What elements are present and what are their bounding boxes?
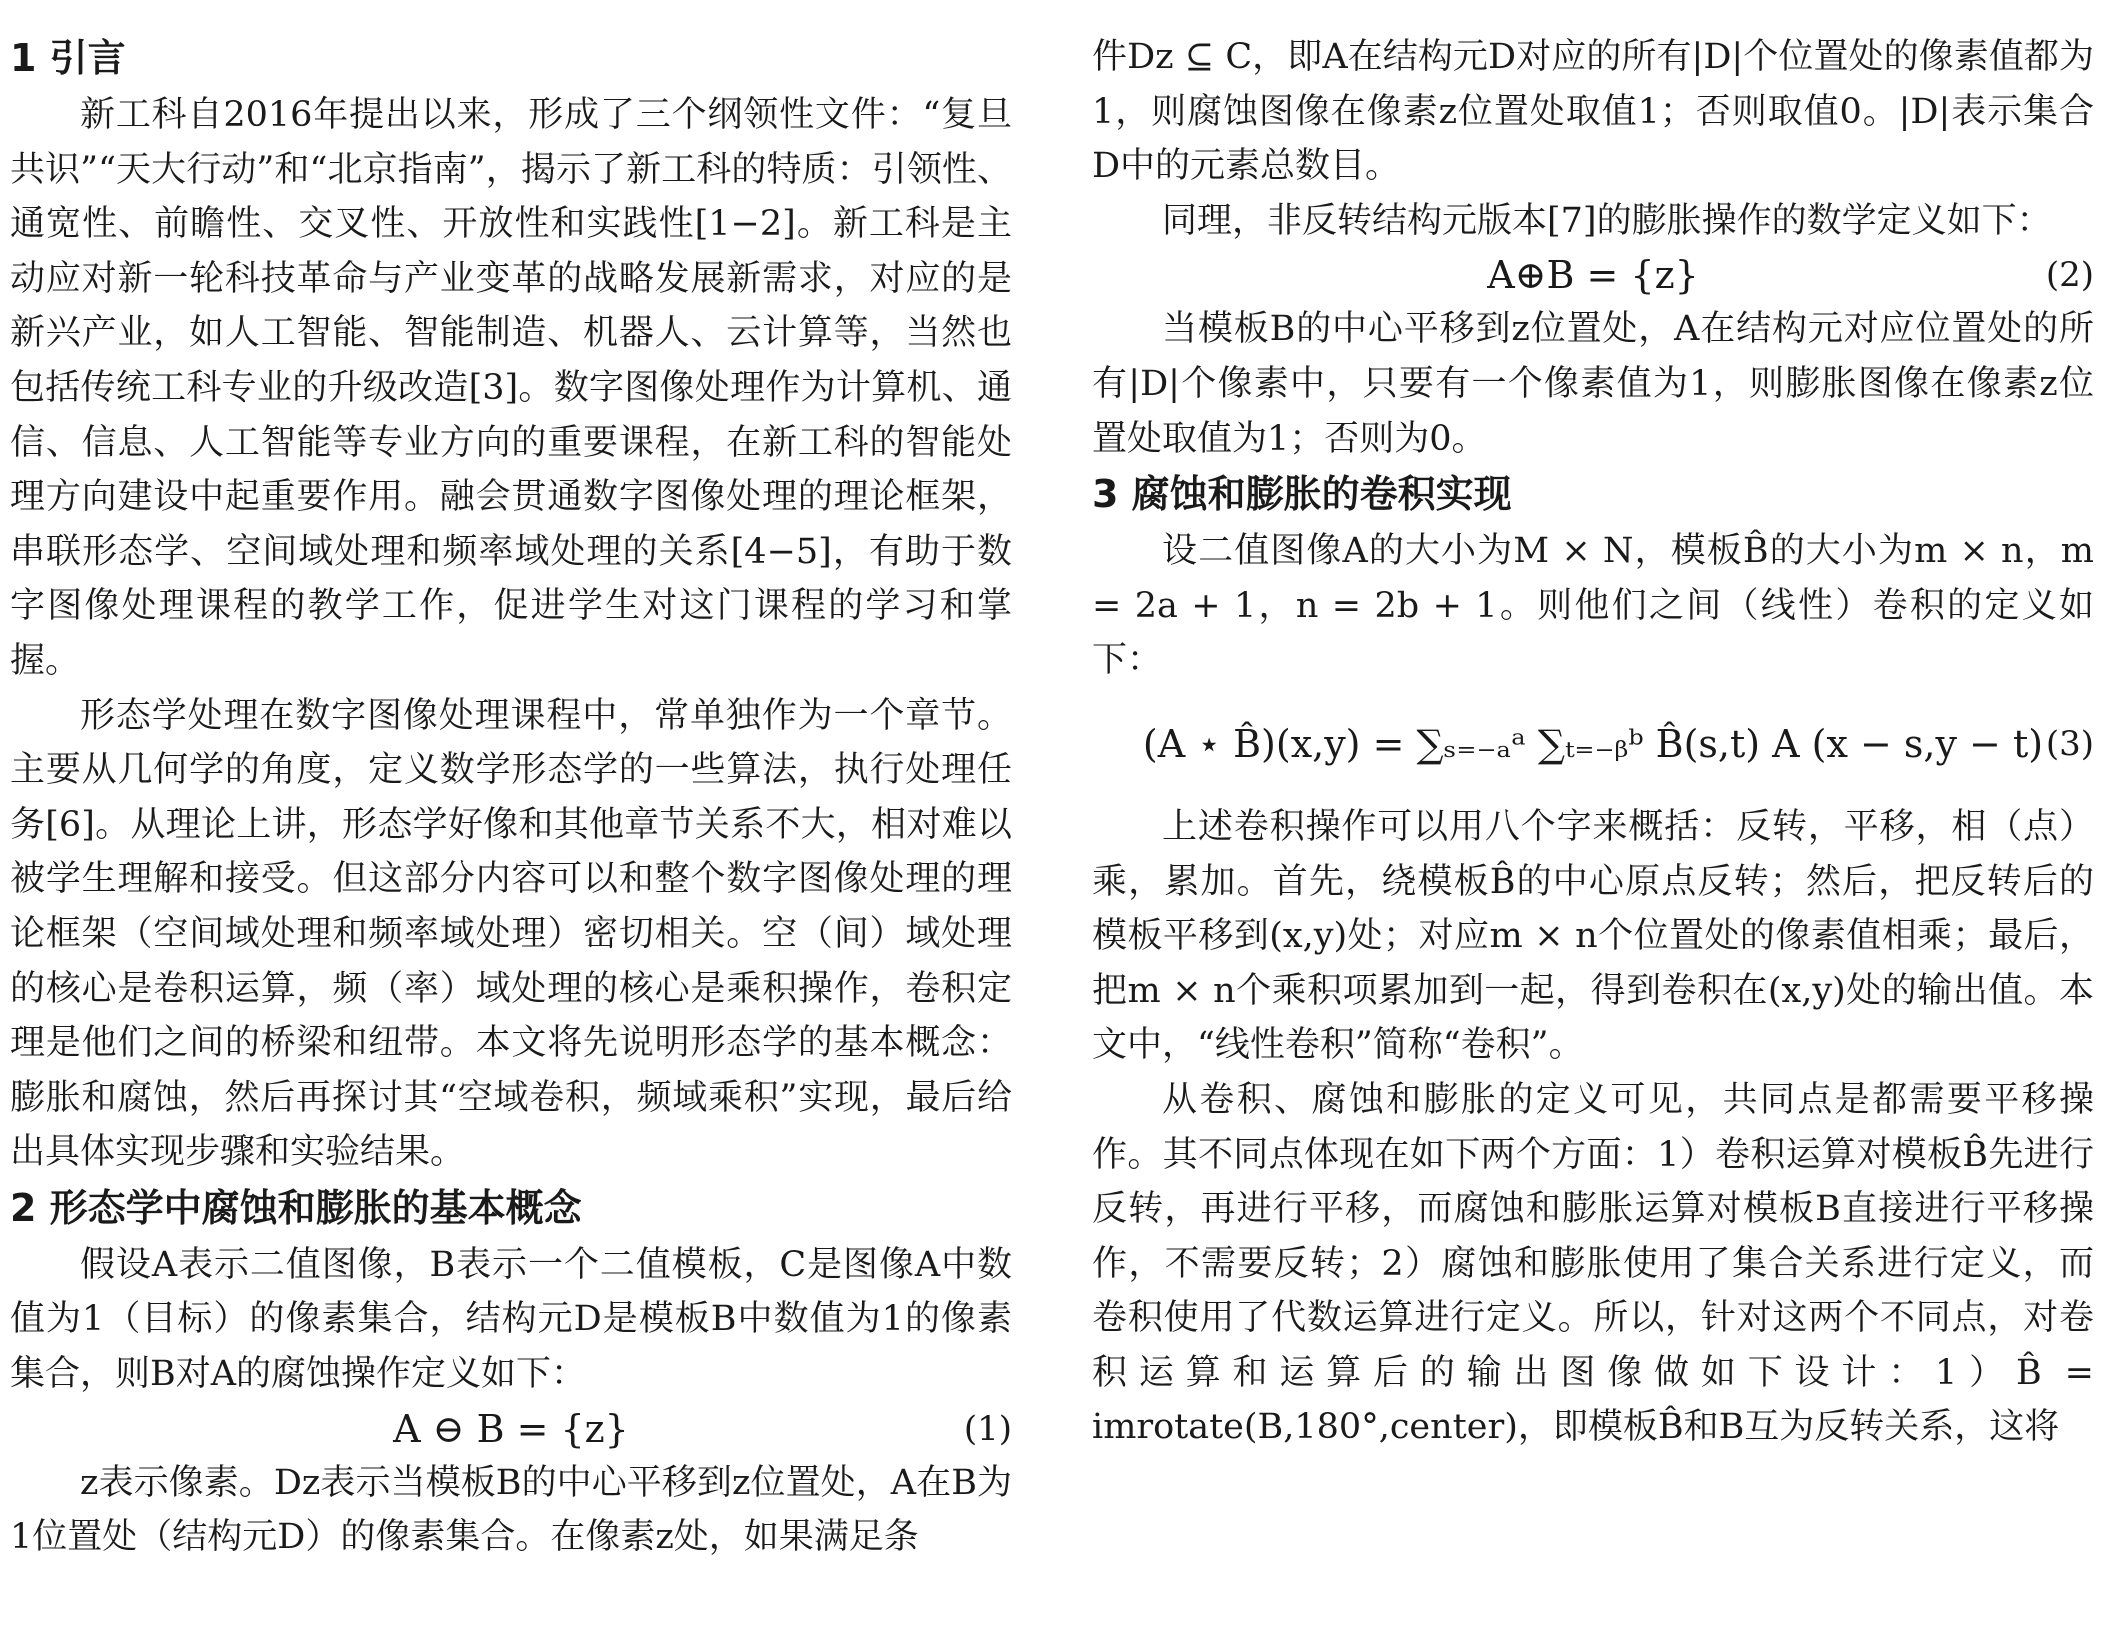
morphology-paragraph-2: z表示像素。Dz表示当模板B的中心平移到z位置处，A在B为1位置处（结构元D）的像素集合。在像素z处，如果满足条 [10,1462,1012,1558]
equation-erosion [10,1402,1012,1456]
right-column [1092,30,2094,1455]
equation-convolution [1092,688,2094,800]
dilation-paragraph: 当模板B的中心平移到z位置处，A在结构元对应位置处的所有|D|个像素中，只要有一个像素值为1，则膨胀图像在像素z位置处取值为1；否则为0。 [1092,309,2094,459]
section-heading-convolution-implementation: 3 腐蚀和膨胀的卷积实现 [1092,472,1512,517]
equation-dilation-body: A⊕B = {z} [1487,253,1699,298]
equation-dilation [1092,248,2094,302]
equation-convolution-number: (3) [2045,723,2094,764]
morphology-paragraph-1: 假设A表示二值图像，B表示一个二值模板，C是图像A中数值为1（目标）的像素集合，结构元D是模板B中数值为1的像素集合，则B对A的腐蚀操作定义如下： [10,1244,1012,1395]
left-column [10,30,1012,1565]
equation-erosion-body: A ⊖ B = {z} [393,1406,629,1451]
section-heading-morphology-basics: 2 形态学中腐蚀和膨胀的基本概念 [10,1185,582,1230]
equation-erosion-number: (1) [963,1408,1012,1449]
equation-convolution-body: (A ⋆ B̂)(x,y) = ∑ₛ₌₋ₐᵃ ∑ₜ₌₋ᵦᵇ B̂(s,t) A (x − s,y − t) [1142,721,2044,766]
intro-paragraph-2: 形态学处理在数字图像处理课程中，常单独作为一个章节。主要从几何学的角度，定义数学形态学的一些算法，执行处理任务[6]。从理论上讲，形态学好像和其他章节关系不大，相对难以被学生理解和接受。但这部分内容可以和整个数字图像处理的理论框架（空间域处理和频率域处理）密切相关。空（间）域处理的核心是卷积运算，频（率）域处理的核心是乘积操作，卷积定理是他们之间的桥梁和纽带。本文将先说明形态学的基本概念：膨胀和腐蚀，然后再探讨其“空域卷积，频域乘积”实现，最后给出具体实现步骤和实验结果。 [10,695,1012,1173]
section-heading-introduction: 1 引言 [10,36,126,80]
convolution-paragraph-1: 设二值图像A的大小为M × N，模板B̂的大小为m × n，m = 2a + 1，n = 2b + 1。则他们之间（线性）卷积的定义如下： [1092,531,2094,681]
convolution-paragraph-3: 从卷积、腐蚀和膨胀的定义可见，共同点是都需要平移操作。其不同点体现在如下两个方面：1）卷积运算对模板B̂先进行反转，再进行平移，而腐蚀和膨胀运算对模板B直接进行平移操作，不需要反转；2）腐蚀和膨胀使用了集合关系进行定义，而卷积使用了代数运算进行定义。所以，针对这两个不同点，对卷积运算和运算后的输出图像做如下设计：1）B̂ = imrotate(B,180°,center)，即模板B̂和B互为反转关系，这将 [1092,1079,2094,1448]
dilation-intro-paragraph: 同理，非反转结构元版本[7]的膨胀操作的数学定义如下： [1162,200,2052,241]
equation-dilation-number: (2) [2045,255,2094,296]
convolution-paragraph-2: 上述卷积操作可以用八个字来概括：反转，平移，相（点）乘，累加。首先，绕模板B̂的中心原点反转；然后，把反转后的模板平移到(x,y)处；对应m × n个位置处的像素值相乘；最后，把m × n个乘积项累加到一起，得到卷积在(x,y)处的输出值。本文中，“线性卷积”简称“卷积”。 [1092,806,2094,1066]
intro-paragraph-1: 新工科自2016年提出以来，形成了三个纲领性文件：“复旦共识”“天大行动”和“北京指南”，揭示了新工科的特质：引领性、通宽性、前瞻性、交叉性、开放性和实践性[1−2]。新工科是主动应对新一轮科技革命与产业变革的战略发展新需求，对应的是新兴产业，如人工智能、智能制造、机器人、云计算等，当然也包括传统工科专业的升级改造[3]。数字图像处理作为计算机、通信、信息、人工智能等专业方向的重要课程，在新工科的智能处理方向建设中起重要作用。融会贯通数字图像处理的理论框架，串联形态学、空间域处理和频率域处理的关系[4−5]，有助于数字图像处理课程的教学工作，促进学生对这门课程的学习和掌握。 [10,95,1012,681]
erosion-continuation-paragraph: 件Dz ⊆ C，即A在结构元D对应的所有|D|个位置处的像素值都为1，则腐蚀图像在像素z位置处取值1；否则取值0。|D|表示集合D中的元素总数目。 [1092,37,2094,187]
